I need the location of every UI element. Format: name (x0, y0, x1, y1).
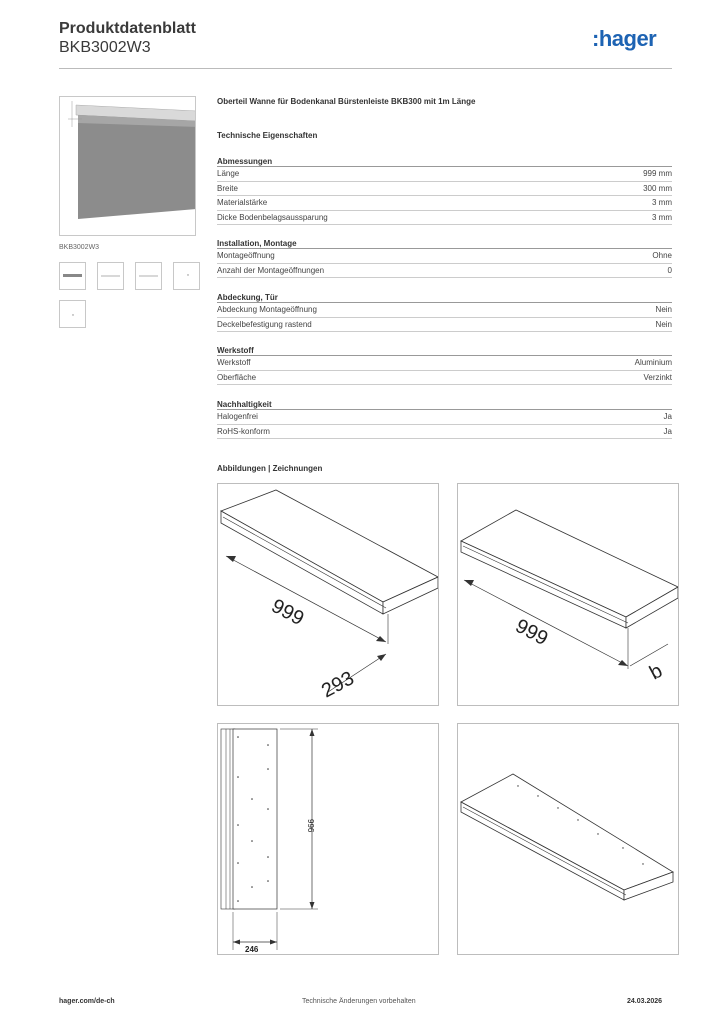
thumbnail-5[interactable] (59, 300, 86, 328)
spec-section-material (217, 345, 672, 385)
drawing-top-view[interactable] (217, 723, 439, 955)
spec-label: Montageöffnung (217, 251, 275, 260)
spec-section-installation (217, 238, 672, 278)
spec-row (217, 425, 672, 440)
spec-value: Verzinkt (643, 372, 672, 382)
spec-label: Oberfläche (217, 372, 257, 382)
thumbnail-3[interactable] (135, 262, 162, 290)
drawing-1-width-label: 293 (318, 667, 358, 703)
spec-row (217, 303, 672, 318)
spec-label: RoHS-konform (217, 426, 270, 436)
spec-value: 999 mm (643, 169, 672, 178)
drawing-1-length-label: 999 (267, 594, 308, 631)
product-image-caption: BKB3002W3 (59, 244, 100, 251)
section-title: Abmessungen (217, 156, 672, 167)
spec-row (217, 264, 672, 279)
hager-logo[interactable]: :hager (592, 26, 657, 51)
drawing-2-width-label: b (646, 659, 667, 685)
footer-website-link[interactable]: hager.com/de-ch (59, 998, 115, 1005)
drawing-2-length-label: 999 (511, 614, 552, 651)
spec-section-dimensions (217, 156, 672, 225)
drawing-isometric-2[interactable] (457, 483, 679, 706)
spec-label: Werkstoff (217, 358, 251, 367)
spec-row (217, 167, 672, 182)
spec-row (217, 318, 672, 333)
spec-row (217, 356, 672, 371)
spec-value: 3 mm (652, 198, 672, 207)
drawing-isometric-3[interactable] (457, 723, 679, 955)
drawing-isometric-1[interactable] (217, 483, 439, 706)
drawing-3-length-label: 996 (306, 819, 315, 833)
spec-value: Ja (663, 426, 672, 436)
spec-row (217, 182, 672, 197)
spec-label: Länge (217, 169, 240, 178)
spec-label: Halogenfrei (217, 412, 258, 421)
page-title: Produktdatenblatt (59, 20, 196, 37)
footer-notice: Technische Änderungen vorbehalten (302, 998, 416, 1005)
product-image[interactable] (59, 96, 196, 236)
spec-row (217, 371, 672, 386)
spec-value: 0 (667, 265, 672, 275)
spec-value: Nein (655, 319, 672, 329)
section-title: Werkstoff (217, 345, 672, 356)
section-title: Installation, Montage (217, 238, 672, 249)
article-number: BKB3002W3 (59, 39, 151, 56)
spec-section-sustainability (217, 399, 672, 439)
spec-label: Materialstärke (217, 198, 268, 207)
spec-value: Ja (663, 412, 672, 421)
spec-row (217, 249, 672, 264)
thumbnail-2[interactable] (97, 262, 124, 290)
spec-row (217, 211, 672, 226)
spec-row (217, 410, 672, 425)
spec-label: Anzahl der Montageöffnungen (217, 265, 325, 275)
tech-properties-title: Technische Eigenschaften (217, 131, 318, 140)
header-divider (59, 68, 672, 69)
spec-label: Breite (217, 183, 238, 193)
spec-section-cover (217, 292, 672, 332)
spec-row (217, 196, 672, 211)
spec-label: Dicke Bodenbelagsaussparung (217, 212, 328, 222)
product-description: Oberteil Wanne für Bodenkanal Bürstenleiste BKB300 mit 1m Länge (217, 97, 476, 106)
thumbnail-1[interactable] (59, 262, 86, 290)
spec-label: Abdeckung Montageöffnung (217, 305, 317, 314)
spec-value: 300 mm (643, 183, 672, 193)
spec-value: 3 mm (652, 212, 672, 222)
spec-label: Deckelbefestigung rastend (217, 319, 312, 329)
spec-value: Aluminium (634, 358, 672, 367)
section-title: Abdeckung, Tür (217, 292, 672, 303)
drawing-3-width-label: 246 (245, 945, 259, 954)
drawings-title: Abbildungen | Zeichnungen (217, 464, 323, 473)
section-title: Nachhaltigkeit (217, 399, 672, 410)
spec-value: Nein (655, 305, 672, 314)
spec-value: Ohne (652, 251, 672, 260)
footer-date: 24.03.2026 (627, 998, 663, 1005)
thumbnail-4[interactable] (173, 262, 200, 290)
